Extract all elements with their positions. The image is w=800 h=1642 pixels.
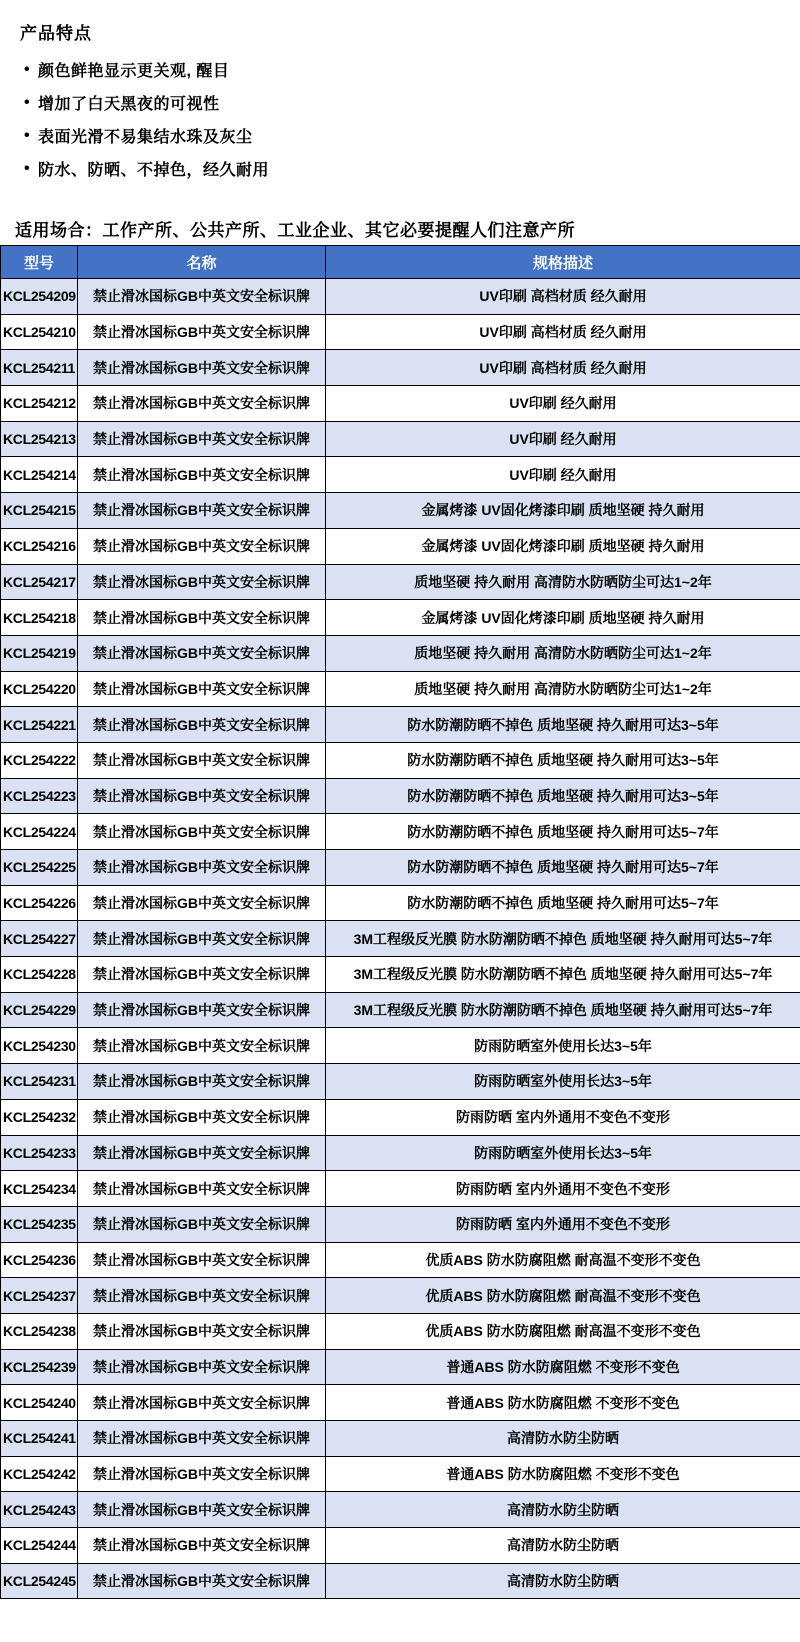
spec-cell: 防水防潮防晒不掉色 质地坚硬 持久耐用可达5~7年 xyxy=(326,814,800,850)
spec-cell: UV印刷 高档材质 经久耐用 xyxy=(326,279,800,315)
table-row xyxy=(1,635,800,671)
bullet-icon: • xyxy=(24,159,31,177)
name-cell: 禁止滑冰国标GB中英文安全标识牌 xyxy=(78,1028,326,1064)
name-cell: 禁止滑冰国标GB中英文安全标识牌 xyxy=(78,1528,326,1564)
table-row xyxy=(1,350,800,386)
model-cell: KCL254220 xyxy=(1,671,78,707)
table-row xyxy=(1,457,800,493)
spec-cell: 优质ABS 防水防腐阻燃 耐高温不变形不变色 xyxy=(326,1242,800,1278)
model-cell: KCL254231 xyxy=(1,1064,78,1100)
name-cell: 禁止滑冰国标GB中英文安全标识牌 xyxy=(78,671,326,707)
name-cell: 禁止滑冰国标GB中英文安全标识牌 xyxy=(78,957,326,993)
table-row xyxy=(1,279,800,315)
model-cell: KCL254236 xyxy=(1,1242,78,1278)
model-cell: KCL254235 xyxy=(1,1206,78,1242)
name-cell: 禁止滑冰国标GB中英文安全标识牌 xyxy=(78,742,326,778)
model-cell: KCL254223 xyxy=(1,778,78,814)
table-row xyxy=(1,921,800,957)
spec-cell: 3M工程级反光膜 防水防潮防晒不掉色 质地坚硬 持久耐用可达5~7年 xyxy=(326,992,800,1028)
name-cell: 禁止滑冰国标GB中英文安全标识牌 xyxy=(78,1456,326,1492)
spec-cell: 防雨防晒室外使用长达3~5年 xyxy=(326,1028,800,1064)
table-header-row xyxy=(1,246,800,279)
model-cell: KCL254245 xyxy=(1,1563,78,1599)
table-row xyxy=(1,1278,800,1314)
table-row xyxy=(1,957,800,993)
column-header-spec: 规格描述 xyxy=(326,246,800,279)
name-cell: 禁止滑冰国标GB中英文安全标识牌 xyxy=(78,850,326,886)
table-row xyxy=(1,671,800,707)
name-cell: 禁止滑冰国标GB中英文安全标识牌 xyxy=(78,1385,326,1421)
name-cell: 禁止滑冰国标GB中英文安全标识牌 xyxy=(78,279,326,315)
spec-cell: UV印刷 高档材质 经久耐用 xyxy=(326,314,800,350)
spec-cell: 金属烤漆 UV固化烤漆印刷 质地坚硬 持久耐用 xyxy=(326,493,800,529)
name-cell: 禁止滑冰国标GB中英文安全标识牌 xyxy=(78,350,326,386)
model-cell: KCL254242 xyxy=(1,1456,78,1492)
model-cell: KCL254243 xyxy=(1,1492,78,1528)
table-row xyxy=(1,1242,800,1278)
feature-list xyxy=(20,53,800,185)
table-row xyxy=(1,1492,800,1528)
spec-cell: 普通ABS 防水防腐阻燃 不变形不变色 xyxy=(326,1349,800,1385)
name-cell: 禁止滑冰国标GB中英文安全标识牌 xyxy=(78,457,326,493)
table-row xyxy=(1,528,800,564)
feature-text: 增加了白天黑夜的可视性 xyxy=(38,96,220,113)
feature-text: 颜色鲜艳显示更关观, 醒目 xyxy=(38,63,230,80)
table-row xyxy=(1,1171,800,1207)
model-cell: KCL254221 xyxy=(1,707,78,743)
model-cell: KCL254210 xyxy=(1,314,78,350)
spec-cell: 防水防潮防晒不掉色 质地坚硬 持久耐用可达3~5年 xyxy=(326,778,800,814)
name-cell: 禁止滑冰国标GB中英文安全标识牌 xyxy=(78,314,326,350)
name-cell: 禁止滑冰国标GB中英文安全标识牌 xyxy=(78,1064,326,1100)
model-cell: KCL254226 xyxy=(1,885,78,921)
model-cell: KCL254225 xyxy=(1,850,78,886)
model-cell: KCL254227 xyxy=(1,921,78,957)
spec-cell: 防雨防晒 室内外通用不变色不变形 xyxy=(326,1099,800,1135)
name-cell: 禁止滑冰国标GB中英文安全标识牌 xyxy=(78,1349,326,1385)
table-row xyxy=(1,493,800,529)
table-row xyxy=(1,1528,800,1564)
spec-cell: UV印刷 经久耐用 xyxy=(326,386,800,422)
name-cell: 禁止滑冰国标GB中英文安全标识牌 xyxy=(78,1421,326,1457)
spec-cell: 金属烤漆 UV固化烤漆印刷 质地坚硬 持久耐用 xyxy=(326,600,800,636)
model-cell: KCL254212 xyxy=(1,386,78,422)
model-cell: KCL254211 xyxy=(1,350,78,386)
intro-section xyxy=(0,0,800,245)
model-cell: KCL254217 xyxy=(1,564,78,600)
spec-cell: 质地坚硬 持久耐用 高清防水防晒防尘可达1~2年 xyxy=(326,635,800,671)
feature-item xyxy=(20,53,800,86)
model-cell: KCL254234 xyxy=(1,1171,78,1207)
table-row xyxy=(1,1456,800,1492)
table-row xyxy=(1,1563,800,1599)
table-row xyxy=(1,1385,800,1421)
model-cell: KCL254241 xyxy=(1,1421,78,1457)
model-cell: KCL254213 xyxy=(1,421,78,457)
model-cell: KCL254240 xyxy=(1,1385,78,1421)
spec-cell: 普通ABS 防水防腐阻燃 不变形不变色 xyxy=(326,1456,800,1492)
table-row xyxy=(1,1064,800,1100)
name-cell: 禁止滑冰国标GB中英文安全标识牌 xyxy=(78,600,326,636)
name-cell: 禁止滑冰国标GB中英文安全标识牌 xyxy=(78,1563,326,1599)
table-row xyxy=(1,850,800,886)
feature-item xyxy=(20,119,800,152)
feature-item xyxy=(20,86,800,119)
spec-cell: 高清防水防尘防晒 xyxy=(326,1492,800,1528)
name-cell: 禁止滑冰国标GB中英文安全标识牌 xyxy=(78,528,326,564)
name-cell: 禁止滑冰国标GB中英文安全标识牌 xyxy=(78,1278,326,1314)
model-cell: KCL254216 xyxy=(1,528,78,564)
name-cell: 禁止滑冰国标GB中英文安全标识牌 xyxy=(78,493,326,529)
table-row xyxy=(1,1313,800,1349)
feature-text: 防水、防晒、不掉色，经久耐用 xyxy=(38,162,270,179)
name-cell: 禁止滑冰国标GB中英文安全标识牌 xyxy=(78,564,326,600)
table-row xyxy=(1,1421,800,1457)
feature-item xyxy=(20,152,800,185)
table-row xyxy=(1,1099,800,1135)
spec-cell: UV印刷 高档材质 经久耐用 xyxy=(326,350,800,386)
spec-cell: 金属烤漆 UV固化烤漆印刷 质地坚硬 持久耐用 xyxy=(326,528,800,564)
column-header-name: 名称 xyxy=(78,246,326,279)
table-row xyxy=(1,421,800,457)
table-row xyxy=(1,707,800,743)
bullet-icon: • xyxy=(24,60,31,78)
table-row xyxy=(1,742,800,778)
name-cell: 禁止滑冰国标GB中英文安全标识牌 xyxy=(78,1313,326,1349)
table-row xyxy=(1,814,800,850)
spec-cell: 防水防潮防晒不掉色 质地坚硬 持久耐用可达5~7年 xyxy=(326,885,800,921)
table-row xyxy=(1,1349,800,1385)
name-cell: 禁止滑冰国标GB中英文安全标识牌 xyxy=(78,778,326,814)
model-cell: KCL254222 xyxy=(1,742,78,778)
model-cell: KCL254215 xyxy=(1,493,78,529)
spec-cell: UV印刷 经久耐用 xyxy=(326,421,800,457)
table-row xyxy=(1,600,800,636)
spec-cell: 防雨防晒室外使用长达3~5年 xyxy=(326,1064,800,1100)
model-cell: KCL254229 xyxy=(1,992,78,1028)
spec-cell: 防水防潮防晒不掉色 质地坚硬 持久耐用可达5~7年 xyxy=(326,850,800,886)
name-cell: 禁止滑冰国标GB中英文安全标识牌 xyxy=(78,1171,326,1207)
spec-cell: 防水防潮防晒不掉色 质地坚硬 持久耐用可达3~5年 xyxy=(326,742,800,778)
spec-cell: 防水防潮防晒不掉色 质地坚硬 持久耐用可达3~5年 xyxy=(326,707,800,743)
name-cell: 禁止滑冰国标GB中英文安全标识牌 xyxy=(78,386,326,422)
name-cell: 禁止滑冰国标GB中英文安全标识牌 xyxy=(78,1492,326,1528)
product-spec-table xyxy=(0,245,800,1599)
spec-cell: 质地坚硬 持久耐用 高清防水防晒防尘可达1~2年 xyxy=(326,564,800,600)
name-cell: 禁止滑冰国标GB中英文安全标识牌 xyxy=(78,992,326,1028)
spec-cell: 防雨防晒 室内外通用不变色不变形 xyxy=(326,1171,800,1207)
spec-cell: 3M工程级反光膜 防水防潮防晒不掉色 质地坚硬 持久耐用可达5~7年 xyxy=(326,957,800,993)
spec-cell: 3M工程级反光膜 防水防潮防晒不掉色 质地坚硬 持久耐用可达5~7年 xyxy=(326,921,800,957)
table-row xyxy=(1,314,800,350)
bullet-icon: • xyxy=(24,126,31,144)
spec-cell: 质地坚硬 持久耐用 高清防水防晒防尘可达1~2年 xyxy=(326,671,800,707)
spec-cell: 高清防水防尘防晒 xyxy=(326,1563,800,1599)
table-row xyxy=(1,386,800,422)
spec-cell: 优质ABS 防水防腐阻燃 耐高温不变形不变色 xyxy=(326,1278,800,1314)
name-cell: 禁止滑冰国标GB中英文安全标识牌 xyxy=(78,885,326,921)
spec-cell: 防雨防晒室外使用长达3~5年 xyxy=(326,1135,800,1171)
name-cell: 禁止滑冰国标GB中英文安全标识牌 xyxy=(78,921,326,957)
bullet-icon: • xyxy=(24,93,31,111)
model-cell: KCL254237 xyxy=(1,1278,78,1314)
spec-cell: 普通ABS 防水防腐阻燃 不变形不变色 xyxy=(326,1385,800,1421)
model-cell: KCL254214 xyxy=(1,457,78,493)
table-row xyxy=(1,564,800,600)
model-cell: KCL254218 xyxy=(1,600,78,636)
model-cell: KCL254219 xyxy=(1,635,78,671)
column-header-model: 型号 xyxy=(1,246,78,279)
spec-cell: 防雨防晒 室内外通用不变色不变形 xyxy=(326,1206,800,1242)
model-cell: KCL254244 xyxy=(1,1528,78,1564)
model-cell: KCL254233 xyxy=(1,1135,78,1171)
spec-cell: 高清防水防尘防晒 xyxy=(326,1528,800,1564)
spec-cell: 高清防水防尘防晒 xyxy=(326,1421,800,1457)
name-cell: 禁止滑冰国标GB中英文安全标识牌 xyxy=(78,1099,326,1135)
table-row xyxy=(1,1135,800,1171)
table-row xyxy=(1,992,800,1028)
model-cell: KCL254232 xyxy=(1,1099,78,1135)
model-cell: KCL254230 xyxy=(1,1028,78,1064)
features-title: 产品特点 xyxy=(20,24,92,43)
table-row xyxy=(1,1028,800,1064)
spec-cell: UV印刷 经久耐用 xyxy=(326,457,800,493)
model-cell: KCL254239 xyxy=(1,1349,78,1385)
spec-cell: 优质ABS 防水防腐阻燃 耐高温不变形不变色 xyxy=(326,1313,800,1349)
name-cell: 禁止滑冰国标GB中英文安全标识牌 xyxy=(78,814,326,850)
model-cell: KCL254228 xyxy=(1,957,78,993)
name-cell: 禁止滑冰国标GB中英文安全标识牌 xyxy=(78,421,326,457)
model-cell: KCL254224 xyxy=(1,814,78,850)
name-cell: 禁止滑冰国标GB中英文安全标识牌 xyxy=(78,1242,326,1278)
occasions-line: 适用场合：工作产所、公共产所、工业企业、其它必要提醒人们注意产所 xyxy=(15,221,575,240)
name-cell: 禁止滑冰国标GB中英文安全标识牌 xyxy=(78,707,326,743)
table-row xyxy=(1,778,800,814)
name-cell: 禁止滑冰国标GB中英文安全标识牌 xyxy=(78,1135,326,1171)
name-cell: 禁止滑冰国标GB中英文安全标识牌 xyxy=(78,635,326,671)
table-row xyxy=(1,885,800,921)
table-body xyxy=(1,279,800,1599)
model-cell: KCL254238 xyxy=(1,1313,78,1349)
feature-text: 表面光滑不易集结水珠及灰尘 xyxy=(38,129,253,146)
model-cell: KCL254209 xyxy=(1,279,78,315)
table-row xyxy=(1,1206,800,1242)
name-cell: 禁止滑冰国标GB中英文安全标识牌 xyxy=(78,1206,326,1242)
